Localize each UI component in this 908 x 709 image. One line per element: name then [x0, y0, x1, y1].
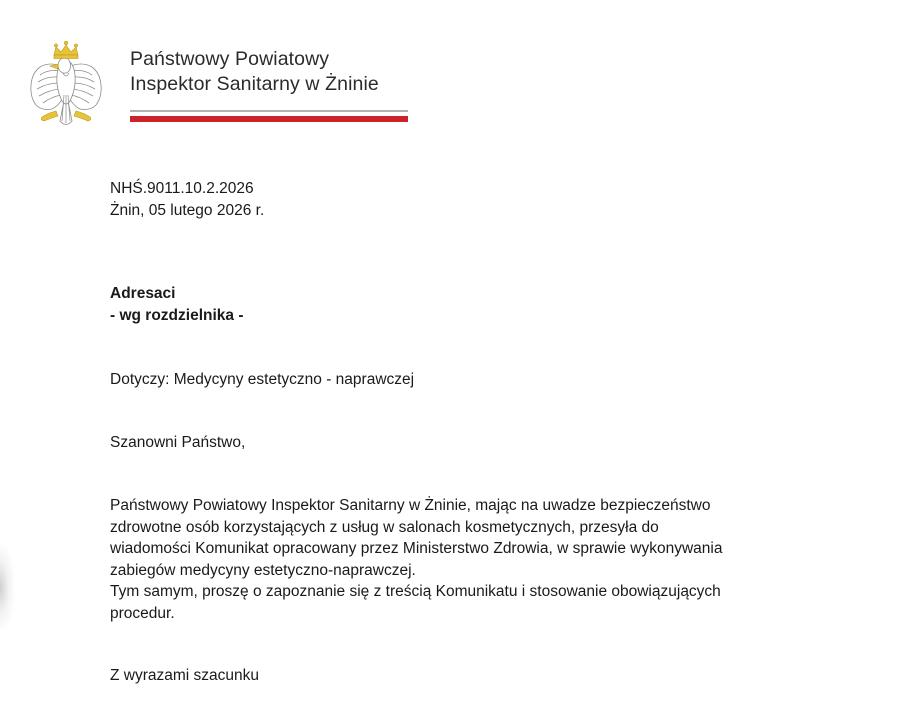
addressee-line-1: Adresaci: [110, 285, 176, 302]
case-number: NHŚ.9011.10.2.2026: [110, 180, 254, 197]
main-paragraph: [110, 495, 822, 624]
paragraph-1-line-3: wiadomości Komunikat opracowany przez Ministerstwo Zdrowia, w sprawie wykonywania: [110, 540, 723, 557]
addressee-block: [110, 283, 822, 326]
greeting: Szanowni Państwo,: [110, 433, 246, 451]
left-edge-shadow-artifact: [0, 545, 14, 630]
reference-block: [110, 178, 822, 221]
office-name-line-1: Państwowy Powiatowy: [130, 48, 330, 70]
paragraph-1-line-2: zdrowotne osób korzystających z usług w salonach kosmetycznych, przesyła do: [110, 518, 659, 536]
letter-body: [110, 178, 822, 709]
header-rule-gray: [130, 110, 408, 112]
place-and-date: Żnin, 05 lutego 2026 r.: [110, 201, 265, 219]
paragraph-2-line-1: Tym samym, proszę o zapoznanie się z treścią Komunikatu i stosowanie obowiązujących: [110, 583, 721, 600]
header-rule-red: [130, 116, 408, 122]
letterhead-text: [130, 33, 408, 122]
polish-eagle-coat-of-arms-icon: [20, 33, 112, 139]
paragraph-1-line-4: zabiegów medycyny estetyczno-naprawczej.: [110, 561, 416, 579]
paragraph-1-line-1: Państwowy Powiatowy Inspektor Sanitarny w Żninie, mając na uwadze bezpieczeństwo: [110, 497, 711, 514]
letterhead: [20, 33, 408, 139]
office-name-line-2: Inspektor Sanitarny w Żninie: [130, 73, 379, 95]
subject-line: Dotyczy: Medycyny estetyczno - naprawczej: [110, 371, 415, 388]
paragraph-2-line-2: procedur.: [110, 604, 175, 622]
closing: Z wyrazami szacunku: [110, 667, 260, 684]
addressee-line-2: - wg rozdzielnika -: [110, 306, 244, 324]
